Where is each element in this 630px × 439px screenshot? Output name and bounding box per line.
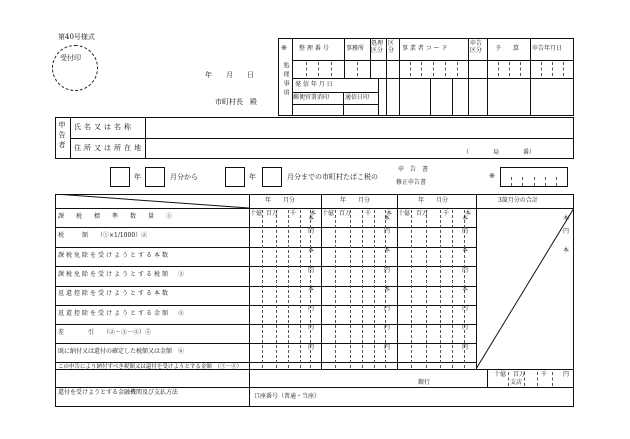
unit-mark: 円	[384, 344, 391, 351]
total-unit-mark: 本	[563, 215, 570, 222]
unit-mark: 本	[462, 215, 469, 222]
month-header-1: 年 月分	[265, 197, 296, 204]
unit-1-b: 百万	[266, 210, 279, 217]
bottom-unit-c: 千	[541, 371, 548, 378]
hasshin-date: 発 信 年 月 日	[295, 81, 333, 88]
office-mark: ※	[281, 44, 287, 52]
unit-3-d: 本	[465, 210, 472, 217]
unit-mark: 本	[308, 215, 315, 222]
unit-2-d: 本	[386, 210, 393, 217]
from-month-box[interactable]	[145, 167, 165, 187]
unit-mark: 円	[308, 324, 315, 331]
to-month-label: 月分までの市町村たばこ税の	[287, 173, 378, 181]
name-label: 氏名又は名称	[74, 123, 134, 131]
col-shori: 処理区分	[371, 40, 384, 54]
unit-mark: 本	[384, 215, 391, 222]
processing-label: 処理事項	[282, 62, 289, 98]
row-label-sude: 既に納付又は還付の確定した税額又は金額 ⑥	[58, 348, 185, 355]
row-label-kazei: 課 税 標 準 数 量 ①	[58, 213, 176, 220]
unit-mark: 円	[384, 324, 391, 331]
unit-3-a: 十億	[398, 210, 411, 217]
col-yosan: 予 算	[495, 45, 520, 52]
to-year-label: 年	[249, 173, 256, 181]
applicant-label: 申告者	[58, 121, 66, 151]
to-year-box[interactable]	[225, 167, 245, 187]
col-jimusho: 事務所	[346, 45, 365, 52]
col-shinkoku: 申告区分	[470, 40, 483, 54]
phone-field[interactable]: （ 局 番）	[463, 149, 536, 156]
row-label-zeigaku: 税 額 （①×1/1000）②	[58, 232, 148, 239]
unit-mark: 円	[462, 267, 469, 274]
unit-3-c: 千	[443, 210, 450, 217]
unit-mark: 本	[308, 286, 315, 293]
total-header: 3箇月分の合計	[498, 197, 538, 204]
unit-mark: 円	[462, 324, 469, 331]
stamp-label: 受付印	[60, 54, 81, 62]
unit-3-b: 百万	[416, 210, 429, 217]
tsushin-stamp: 通信日印	[345, 94, 370, 101]
unit-2-b: 百万	[339, 210, 352, 217]
name-field[interactable]	[146, 118, 573, 137]
type-shusei: 修正申告書	[396, 179, 427, 186]
header-diagonal	[55, 194, 249, 208]
unit-1-c: 千	[290, 210, 297, 217]
submission-date[interactable]: 年 月 日	[205, 71, 254, 79]
period-mark: ※	[489, 172, 495, 180]
bottom-unit-a: 十億	[494, 371, 507, 378]
from-year-box[interactable]	[110, 167, 130, 187]
unit-1-a: 十億	[250, 210, 263, 217]
unit-mark: 本	[384, 247, 391, 254]
month-header-2: 年 月分	[340, 197, 371, 204]
unit-mark: 本	[308, 247, 315, 254]
row-label-menjo-hon: 課税免除を受けようとする本数	[58, 252, 171, 259]
month-header-3: 年 月分	[418, 197, 449, 204]
unit-mark: 円	[308, 305, 315, 312]
unit-mark: 円	[462, 228, 469, 235]
row-label-henkan-hon: 返還控除を受けようとする本数	[58, 290, 171, 297]
type-shinkoku: 申 告 書	[398, 166, 429, 173]
col-kubun: 区分	[388, 40, 395, 54]
yubin-postmark: 郵便官署消印	[293, 94, 330, 101]
col-seiri: 整 理 番 号	[299, 45, 329, 52]
total-diagonal	[476, 208, 574, 369]
form-number: 第40号様式	[58, 33, 95, 41]
row-label-henkan-kin: 返還控除を受けようとする金額 ④	[58, 310, 187, 317]
row-label-kono: この申告により納付すべき税額又は還付を受けようとする金額 （⑤－⑥）	[58, 364, 243, 370]
to-month-box[interactable]	[262, 167, 282, 187]
reception-stamp	[52, 45, 98, 91]
col-jigyosha: 事 業 者 コ ー ド	[402, 45, 448, 52]
unit-mark: 円	[384, 228, 391, 235]
from-month-label: 月分から	[170, 173, 198, 181]
unit-mark: 円	[308, 344, 315, 351]
unit-mark: 円	[308, 267, 315, 274]
unit-mark: 円	[308, 228, 315, 235]
unit-mark: 本	[462, 247, 469, 254]
unit-mark: 本	[384, 286, 391, 293]
address-label: 住所又は所在地	[74, 144, 144, 152]
total-unit-mark: 円	[563, 228, 570, 235]
unit-mark: 円	[384, 267, 391, 274]
bottom-unit-b: 百万	[513, 371, 526, 378]
total-unit-mark: 本	[563, 247, 570, 254]
unit-1-d: 本	[310, 210, 317, 217]
col-date: 申告年月日	[532, 45, 563, 52]
unit-2-c: 千	[365, 210, 372, 217]
branch-label: 支店	[510, 379, 523, 386]
from-year-label: 年	[134, 173, 141, 181]
unit-2-a: 十億	[322, 210, 335, 217]
bank-label: 銀行	[418, 379, 431, 386]
refund-label: 還付を受けようとする金融機関及び支払方法	[58, 389, 179, 396]
row-label-menjo-zei: 課税免除を受けようとする税額 ③	[58, 271, 187, 278]
account-label: 口座番号（普通・当座）	[254, 393, 321, 400]
row-label-sashihiki: 差 引 （②－③－④）⑤	[58, 329, 152, 336]
unit-mark: 本	[462, 286, 469, 293]
unit-mark: 円	[462, 344, 469, 351]
unit-mark: 円	[462, 305, 469, 312]
unit-mark: 円	[384, 305, 391, 312]
bottom-unit-d: 円	[563, 371, 570, 378]
addressee: 市町村長 殿	[215, 98, 257, 106]
